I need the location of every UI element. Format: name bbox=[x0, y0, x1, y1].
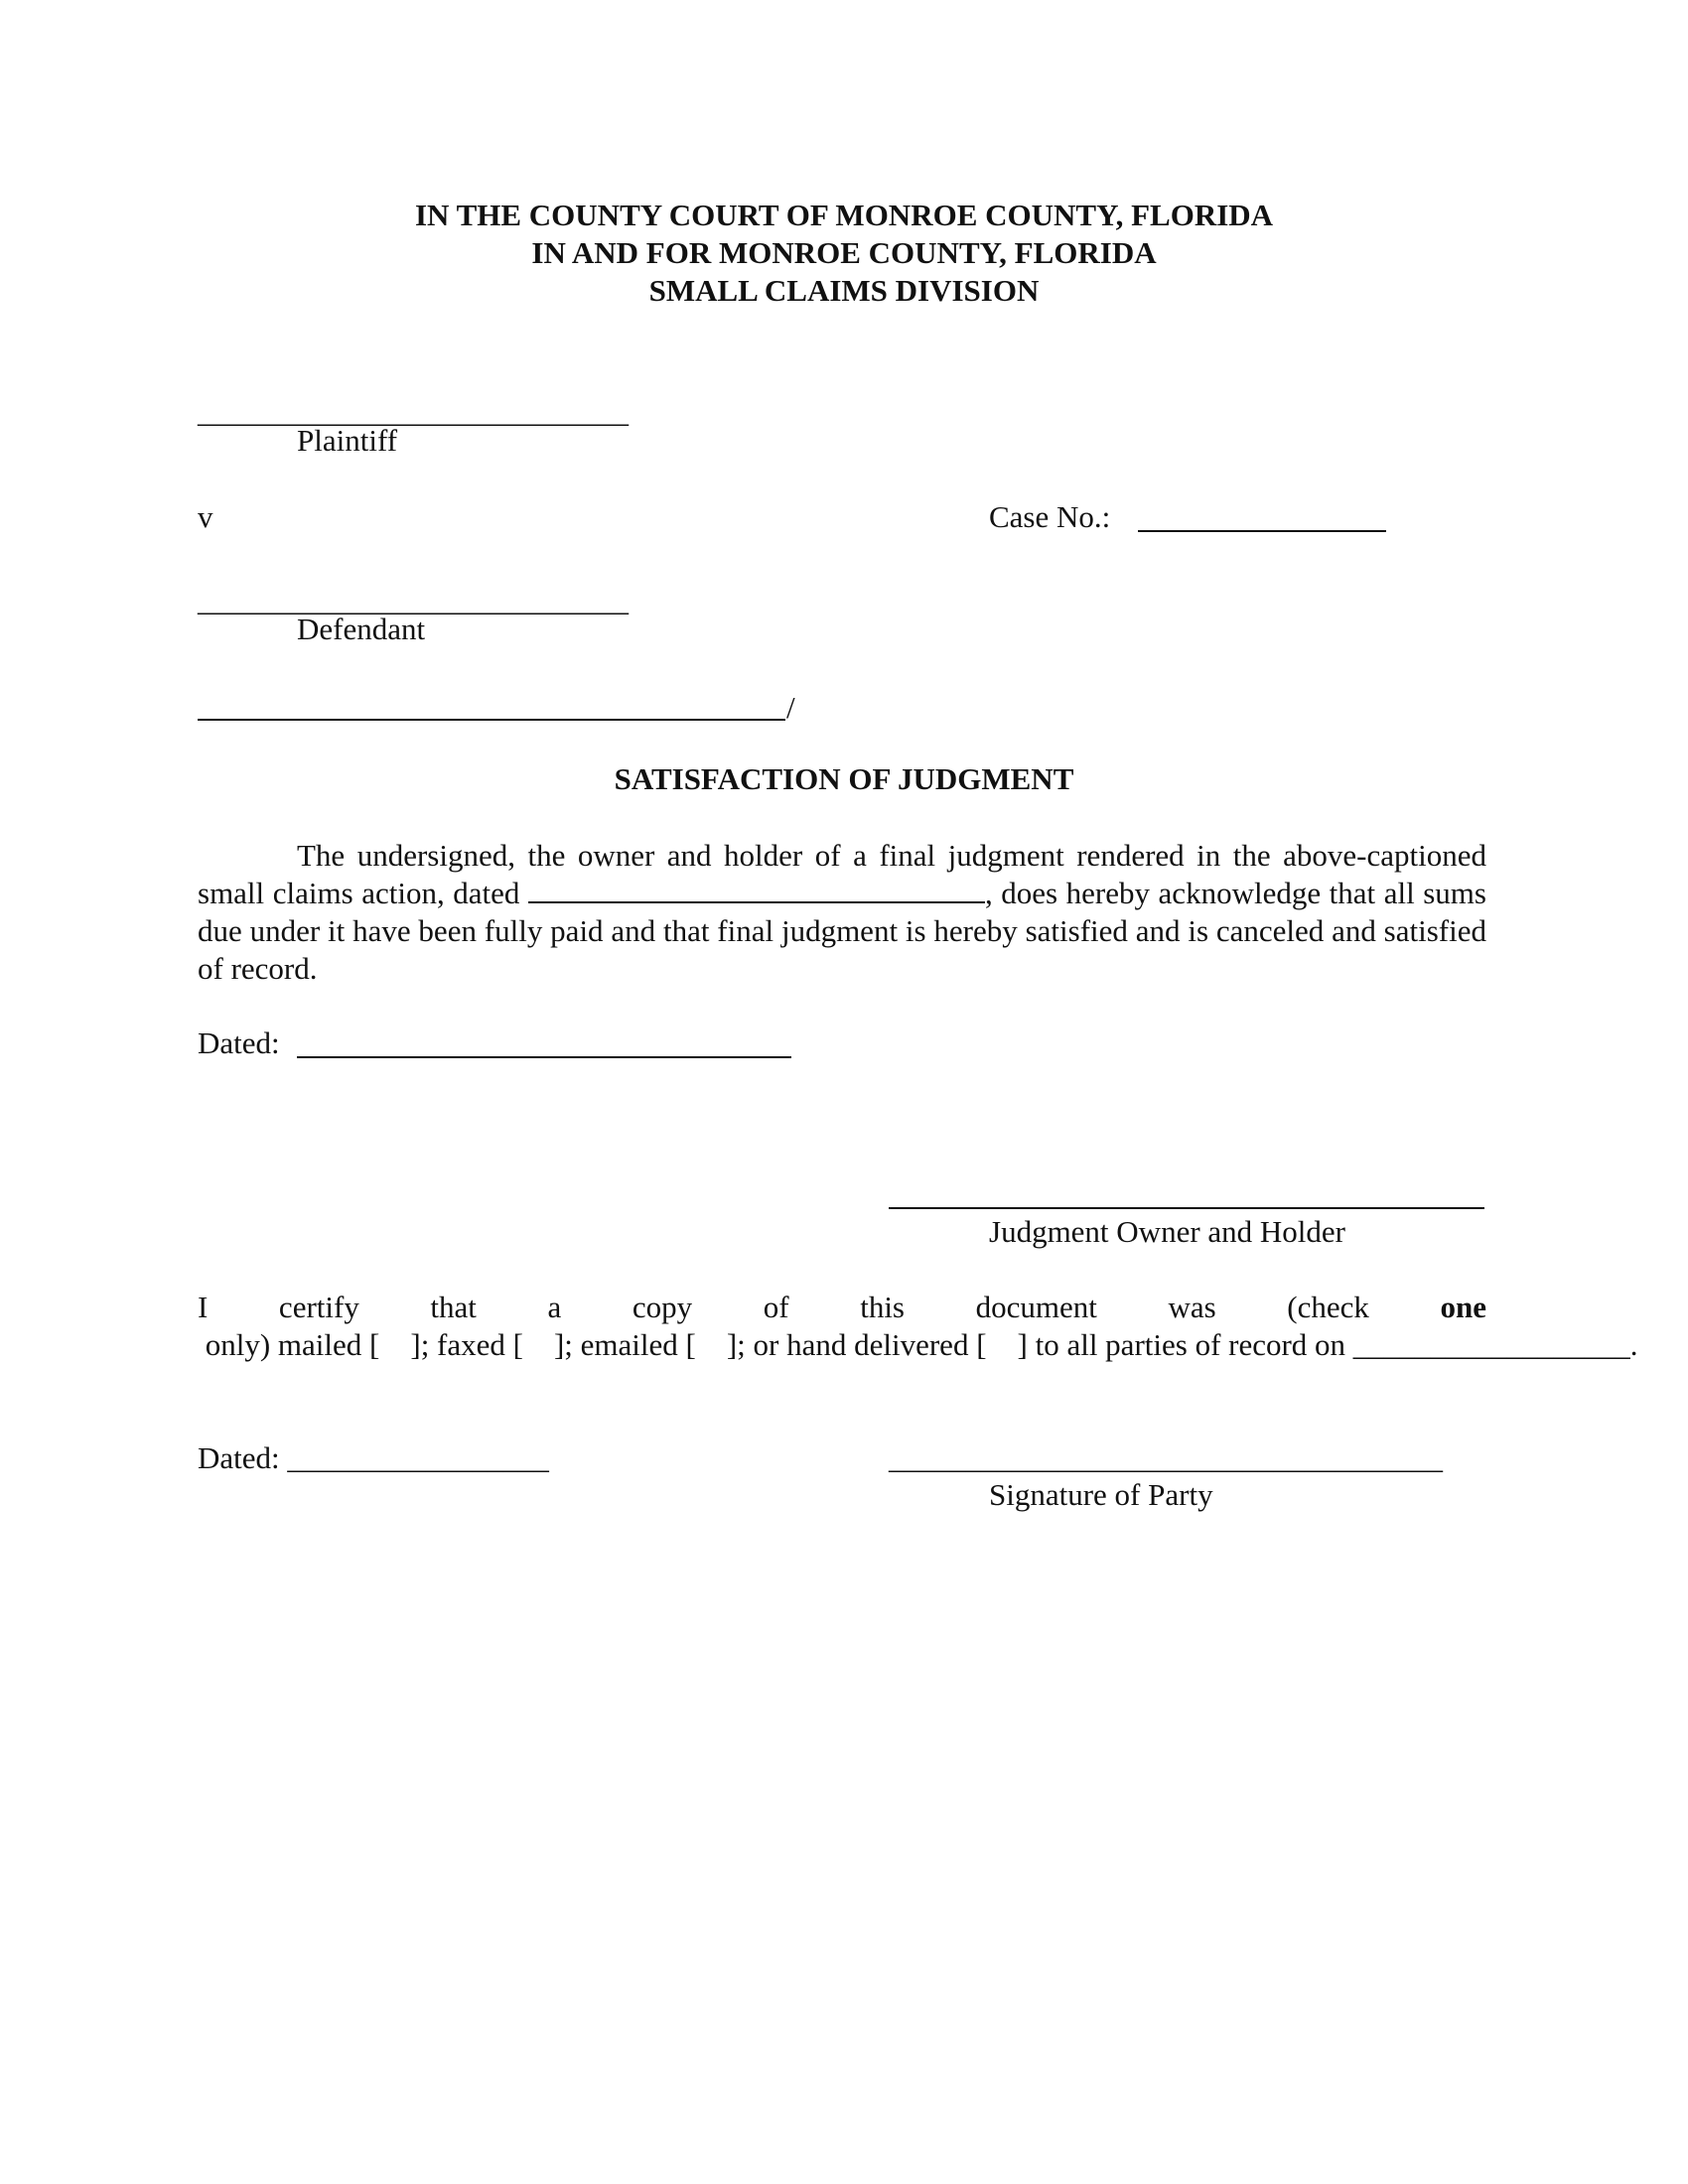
caption-end-slash: / bbox=[786, 690, 795, 725]
defendant-label: Defendant bbox=[297, 612, 426, 646]
certify-text-part2: only) mailed [ ]; faxed [ ]; emailed [ ]; or hand delivered [ ] to all parties of record on __________________. bbox=[198, 1327, 1638, 1362]
judgment-date-field[interactable] bbox=[528, 878, 985, 903]
court-header-line1: IN THE COUNTY COURT OF MONROE COUNTY, FLORIDA bbox=[414, 198, 1274, 232]
owner-signature-label: Judgment Owner and Holder bbox=[989, 1214, 1345, 1249]
plaintiff-label: Plaintiff bbox=[297, 423, 398, 458]
versus-label: v bbox=[198, 499, 213, 534]
court-header bbox=[0, 197, 1688, 310]
service-dated-label[interactable]: Dated: _________________ bbox=[198, 1440, 549, 1475]
dated-label: Dated: bbox=[198, 1025, 280, 1060]
court-header-line3: SMALL CLAIMS DIVISION bbox=[648, 273, 1040, 308]
certify-text-bold: one bbox=[1440, 1290, 1486, 1324]
body-text-part1: The undersigned, the owner and holder of a final judgment rendered in the above-captioned small claims action, dated bbox=[198, 838, 1486, 910]
case-no-field[interactable] bbox=[1138, 530, 1386, 532]
document-title: SATISFACTION OF JUDGMENT bbox=[614, 761, 1074, 796]
body-text-part2: , does hereby acknowledge that all sums due under it have been fully paid and that final judgment is hereby satisfied and is canceled and satisfied of record. bbox=[198, 876, 1486, 986]
dated-field[interactable] bbox=[297, 1056, 791, 1058]
owner-signature-line[interactable] bbox=[889, 1207, 1484, 1209]
court-header-line2: IN AND FOR MONROE COUNTY, FLORIDA bbox=[531, 235, 1157, 270]
certificate-of-service bbox=[198, 1289, 1638, 1364]
plaintiff-name-blank[interactable]: ____________________________ bbox=[198, 394, 629, 429]
party-signature-label: Signature of Party bbox=[989, 1477, 1213, 1512]
case-no-label: Case No.: bbox=[989, 499, 1111, 534]
certify-text-part1: I certify that a copy of this document was (check bbox=[198, 1290, 1441, 1324]
party-signature-blank[interactable]: ____________________________________ bbox=[889, 1440, 1443, 1475]
caption-end-line bbox=[198, 719, 785, 721]
body-paragraph bbox=[198, 837, 1486, 988]
defendant-name-blank[interactable]: ____________________________ bbox=[198, 583, 629, 617]
